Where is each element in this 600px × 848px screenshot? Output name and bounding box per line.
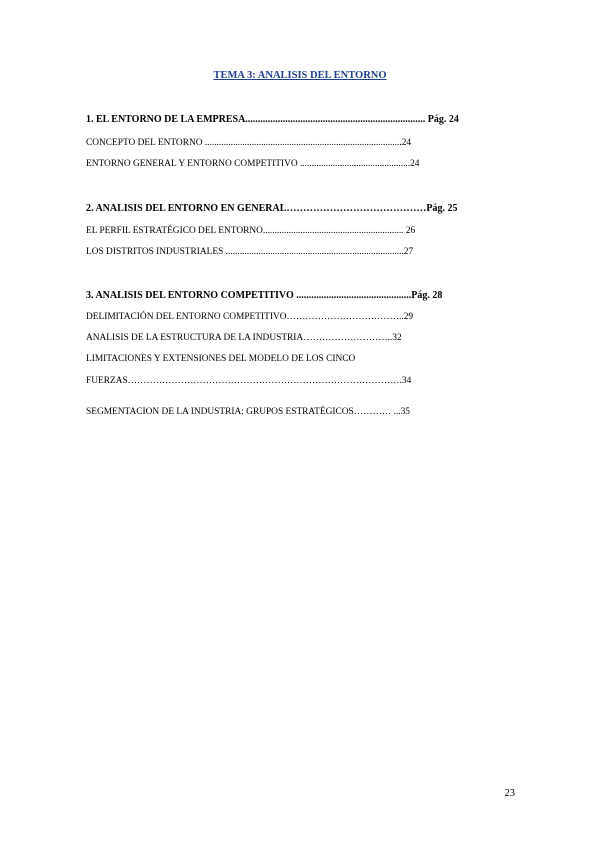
toc-item-entorno-general: ENTORNO GENERAL Y ENTORNO COMPETITIVO ...............................................24: [86, 159, 420, 169]
toc-section-2: 2. ANALISIS DEL ENTORNO EN GENERAL……………………………………Pág. 25: [86, 203, 458, 214]
page-number: 23: [504, 788, 515, 799]
toc-section-3: 3. ANALISIS DEL ENTORNO COMPETITIVO ..............................................Pág. 28: [86, 290, 443, 301]
toc-section-1: 1. EL ENTORNO DE LA EMPRESA........................................................................ Pág. 24: [86, 114, 459, 125]
toc-item-limitaciones: LIMITACIONES Y EXTENSIONES DEL MODELO DE LOS CINCO: [86, 354, 356, 364]
toc-item-estructura: ANALISIS DE LA ESTRUCTURA DE LA INDUSTRIA………………………..32: [86, 333, 402, 343]
document-title: TEMA 3: ANALISIS DEL ENTORNO: [213, 70, 387, 81]
toc-item-delimitacion: DELIMITACIÓN DEL ENTORNO COMPETITIVO………………………………..29: [86, 312, 414, 322]
toc-item-fuerzas: FUERZAS…………………………………………………………………………….34: [86, 376, 412, 386]
toc-item-perfil: EL PERFIL ESTRATÉGICO DEL ENTORNO............................................................ 26: [86, 226, 416, 236]
toc-item-concepto: CONCEPTO DEL ENTORNO ....................................................................................24: [86, 138, 412, 148]
toc-item-distritos: LOS DISTRITOS INDUSTRIALES ............................................................................27: [86, 247, 414, 257]
toc-item-segmentacion: SEGMENTACION DE LA INDUSTRIA: GRUPOS ESTRATÉGICOS………… ...35: [86, 407, 410, 417]
